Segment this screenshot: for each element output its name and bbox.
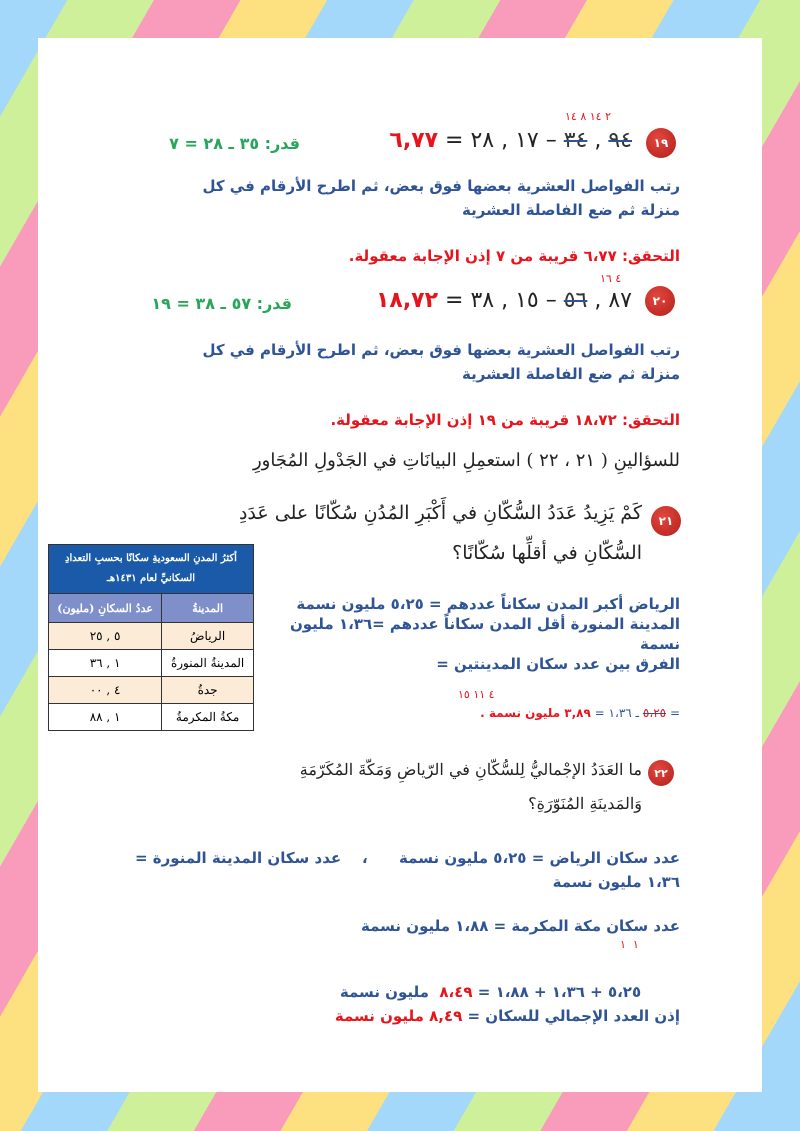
table-row (49, 650, 254, 677)
table-row (49, 623, 254, 650)
table-instruction: للسؤالينِ ( ٢١ ، ٢٢ ) استعمِلِ البيانَاتِ في الجَدْولِ المُجَاورِ (252, 450, 680, 471)
calculation-result: ٣,٨٩ مليون نسمة . (480, 706, 591, 720)
table-cell-population: ٤ , ٠٠ (49, 677, 162, 704)
worksheet-page (38, 38, 762, 1092)
sum-expression: ٥،٢٥ + ١،٣٦ + ١،٨٨ = (472, 983, 642, 1001)
answer-21 (260, 594, 680, 674)
table-cell-population: ٥ , ٢٥ (49, 623, 162, 650)
question-21-line2: السُّكّانِ في أقلِّها سُكّانًا؟ (452, 542, 642, 564)
table-row (49, 677, 254, 704)
separator: , (587, 128, 609, 153)
calculation-21 (480, 706, 680, 720)
estimate-20: قدر: ٥٧ ـ ٣٨ = ١٩ (151, 294, 292, 313)
final-prefix: إذن العدد الإجمالي للسكان = (462, 1007, 680, 1025)
table-row (49, 704, 254, 731)
table-cell-city: المدينةُ المنورةُ (162, 650, 254, 677)
equation-result: ١٨,٧٢ (375, 288, 439, 313)
check-20: التحقق: ١٨،٧٢ قريبة من ١٩ إذن الإجابة معقولة. (330, 411, 680, 429)
answer-22-line1: عدد سكان الرياض = ٥،٢٥ مليون نسمة ، عدد سكان المدينة المنورة = (134, 849, 680, 867)
table-cell-city: الرياضُ (162, 623, 254, 650)
question-21-line1: كَمْ يَزِيدُ عَدَدُ السُّكّانِ في أَكْبَرِ المُدُنِ سُكّانًا على عَدَدِ (238, 502, 642, 524)
answer-22-line2: ١،٣٦ مليون نسمة (552, 873, 680, 891)
estimate-19: قدر: ٣٥ ـ ٢٨ = ٧ (169, 134, 300, 153)
question-badge-19 (646, 128, 676, 158)
equation-20 (376, 288, 632, 313)
equation-result: ٦,٧٧ (389, 128, 439, 153)
struck-digits: ٣٤ (563, 128, 588, 153)
table-cell-city: مكةُ المكرمةُ (162, 704, 254, 731)
equation-text: ٨٧ , (587, 288, 632, 313)
question-number: ٢١ (658, 514, 674, 528)
table-cell-population: ١ , ٨٨ (49, 704, 162, 731)
equation-text: – ١٧ , ٢٨ = (438, 128, 564, 153)
sum-result: ٨،٤٩ (439, 983, 473, 1001)
struck-digits: ٥،٢٥ (642, 706, 667, 720)
question-badge-20 (645, 286, 675, 316)
population-table (48, 544, 254, 731)
struck-digits: ٥٦ (563, 288, 588, 313)
question-number: ٢٢ (654, 766, 668, 780)
final-answer-22 (335, 1004, 680, 1028)
equation-19 (389, 128, 632, 153)
answer-line: المدينة المنورة أقل المدن سكاناً عددهم =١،٣٦ مليون نسمة (289, 615, 680, 653)
question-number: ٢٠ (652, 294, 668, 308)
equation-text: – ١٥ , ٣٨ = (438, 288, 564, 313)
answer-22-line3: عدد سكان مكة المكرمة = ١،٨٨ مليون نسمة (361, 917, 680, 935)
equation-text: ـ ١،٣٦ = (590, 706, 643, 720)
answer-line: الرياض أكبر المدن سكاناً عددهم = ٥،٢٥ مليون نسمة (296, 595, 680, 613)
table-cell-population: ١ , ٣٦ (49, 650, 162, 677)
table-header-city: المدينةُ (162, 594, 254, 623)
struck-digits: ٩٤ (608, 128, 632, 153)
explanation-19: رتب الفواصل العشرية بعضها فوق بعض، ثم اطرح الأرقام في كل منزلة ثم ضع الفاصلة العشرية (202, 177, 680, 219)
carry-digits: ٤ ١٦ (600, 272, 622, 285)
carry-digits: ١ ١ (620, 938, 639, 951)
question-22-line2: وَالمَدينَةِ المُنَوّرَةِ؟ (528, 794, 642, 813)
question-badge-22 (648, 760, 674, 786)
explanation-20: رتب الفواصل العشرية بعضها فوق بعض، ثم اطرح الأرقام في كل منزلة ثم ضع الفاصلة العشرية (202, 341, 680, 383)
equals-sign: = (669, 706, 680, 720)
table-cell-city: جدةُ (162, 677, 254, 704)
carry-digits: ٢ ١٤ ٨ ١٤ (565, 110, 611, 123)
question-badge-21 (651, 506, 681, 536)
table-header-population: عددُ السكانِ (مليون) (49, 594, 162, 623)
question-22-line1: ما العَدَدُ الإجْماليُّ لِلسُّكّانِ في الرّياضِ وَمَكّةَ المُكَرّمَةِ (299, 760, 642, 779)
carry-digits: ٤ ١١ ١٥ (458, 688, 495, 701)
final-result: ٨,٤٩ مليون نسمة (334, 1007, 463, 1025)
question-number: ١٩ (653, 136, 669, 150)
sum-unit: مليون نسمة (339, 983, 440, 1001)
answer-line: الفرق بين عدد سكان المدينتين = (436, 655, 680, 673)
table-caption: أكثرُ المدنِ السعوديةِ سكانًا بحسبِ التعدادِ السكانيِّ لعام ١٤٣١هـ (49, 545, 254, 594)
check-19: التحقق: ٦،٧٧ قريبة من ٧ إذن الإجابة معقولة. (348, 247, 680, 265)
